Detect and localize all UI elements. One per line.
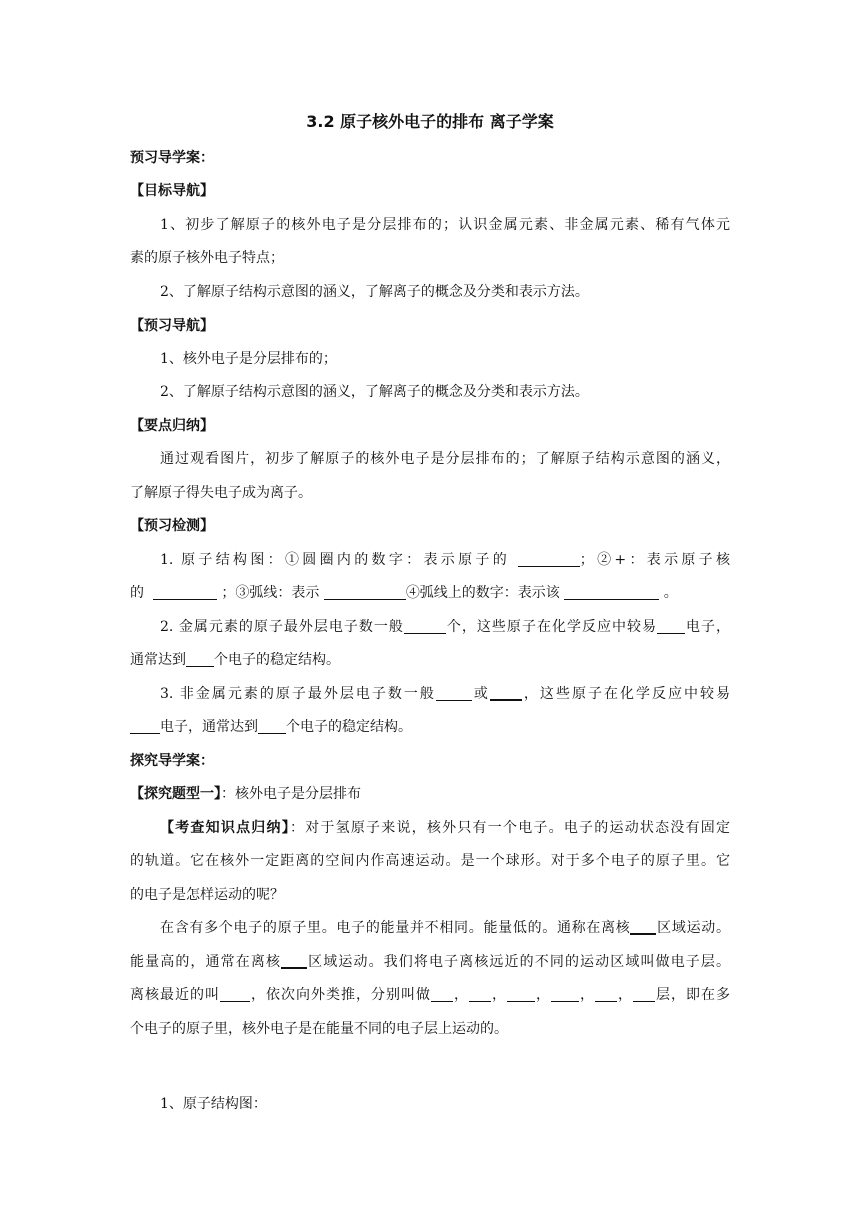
key-heading: 【要点归纳】 <box>130 418 214 434</box>
answer-blank[interactable] <box>657 618 685 634</box>
knowledge-summary-cont: 的轨道。它在核外一定距离的空间内作高速运动。是一个球形。对于多个电子的原子里。它 <box>130 853 730 869</box>
goal-item-1: 1、初步了解原子的核外电子是分层排布的；认识金属元素、非金属元素、稀有气体元 <box>160 217 730 233</box>
explore-heading: 探究导学案： <box>130 753 214 769</box>
key-text-cont: 了解原子得失电子成为离子。 <box>130 485 312 501</box>
paragraph-1: 在含有多个电子的原子里。电子的能量并不相同。能量低的。通称在离核 区域运动。 <box>160 920 730 936</box>
answer-blank[interactable] <box>186 651 214 667</box>
answer-blank[interactable] <box>130 718 160 734</box>
diagram-label: 1、原子结构图： <box>160 1096 267 1112</box>
preview-heading: 预习导学案： <box>130 150 214 166</box>
goal-item-2: 2、了解原子结构示意图的涵义，了解离子的概念及分类和表示方法。 <box>160 284 589 300</box>
answer-blank[interactable] <box>258 718 286 734</box>
answer-blank[interactable] <box>436 685 472 701</box>
question-1-cont: 的 ；③弧线：表示 ④弧线上的数字：表示该 。 <box>130 585 678 601</box>
answer-blank[interactable] <box>564 584 659 600</box>
goal-heading: 【目标导航】 <box>130 183 214 199</box>
answer-blank[interactable] <box>630 918 656 935</box>
answer-blank[interactable] <box>595 986 617 1002</box>
answer-blank[interactable] <box>324 584 406 600</box>
paragraph-1-line-3: 离核最近的叫 ，依次向外类推，分别叫做 ， ， ， ， ， 层，即在多 <box>130 987 730 1003</box>
answer-blank[interactable] <box>404 618 446 634</box>
document-title: 3.2 原子核外电子的排布 离子学案 <box>306 112 554 131</box>
paragraph-1-line-2: 能量高的，通常在离核 区域运动。我们将电子离核远近的不同的运动区域叫做电子层。 <box>130 954 731 970</box>
goal-item-1-cont: 素的原子核外电子特点； <box>130 250 284 266</box>
answer-blank[interactable] <box>490 684 522 701</box>
question-3-cont: 电子，通常达到 个电子的稳定结构。 <box>130 717 730 737</box>
knowledge-summary: 【考查知识点归纳】：对于氢原子来说，核外只有一个电子。电子的运动状态没有固定 <box>160 820 731 836</box>
knowledge-summary-end: 的电子是怎样运动的呢？ <box>130 887 284 903</box>
answer-blank[interactable] <box>153 584 217 600</box>
nav-item-2: 2、了解原子结构示意图的涵义，了解离子的概念及分类和表示方法。 <box>160 384 589 400</box>
nav-heading: 【预习导航】 <box>130 318 214 334</box>
answer-blank[interactable] <box>518 551 580 567</box>
question-3: 3. 非金属元素的原子最外层电子数一般 或 ，这些原子在化学反应中较易 <box>160 686 730 702</box>
question-1: 1. 原子结构图：①圆圈内的数字：表示原子的 ；②+：表示原子核 <box>160 552 730 568</box>
answer-blank[interactable] <box>220 986 250 1002</box>
answer-blank[interactable] <box>507 986 535 1002</box>
check-heading: 【预习检测】 <box>130 518 214 534</box>
question-2-cont: 通常达到 个电子的稳定结构。 <box>130 652 340 668</box>
paragraph-1-line-4: 个电子的原子里，核外电子是在能量不同的电子层上运动的。 <box>130 1021 508 1037</box>
answer-blank[interactable] <box>551 986 579 1002</box>
question-2: 2. 金属元素的原子最外层电子数一般 个，这些原子在化学反应中较易 电子， <box>160 619 731 635</box>
explore-type-1: 【探究题型一】：核外电子是分层排布 <box>130 786 361 802</box>
answer-blank[interactable] <box>633 986 655 1002</box>
key-text: 通过观看图片，初步了解原子的核外电子是分层排布的；了解原子结构示意图的涵义， <box>160 451 730 467</box>
answer-blank[interactable] <box>469 986 491 1002</box>
answer-blank[interactable] <box>431 986 453 1002</box>
answer-blank[interactable] <box>281 952 307 969</box>
nav-item-1: 1、核外电子是分层排布的； <box>160 351 337 367</box>
